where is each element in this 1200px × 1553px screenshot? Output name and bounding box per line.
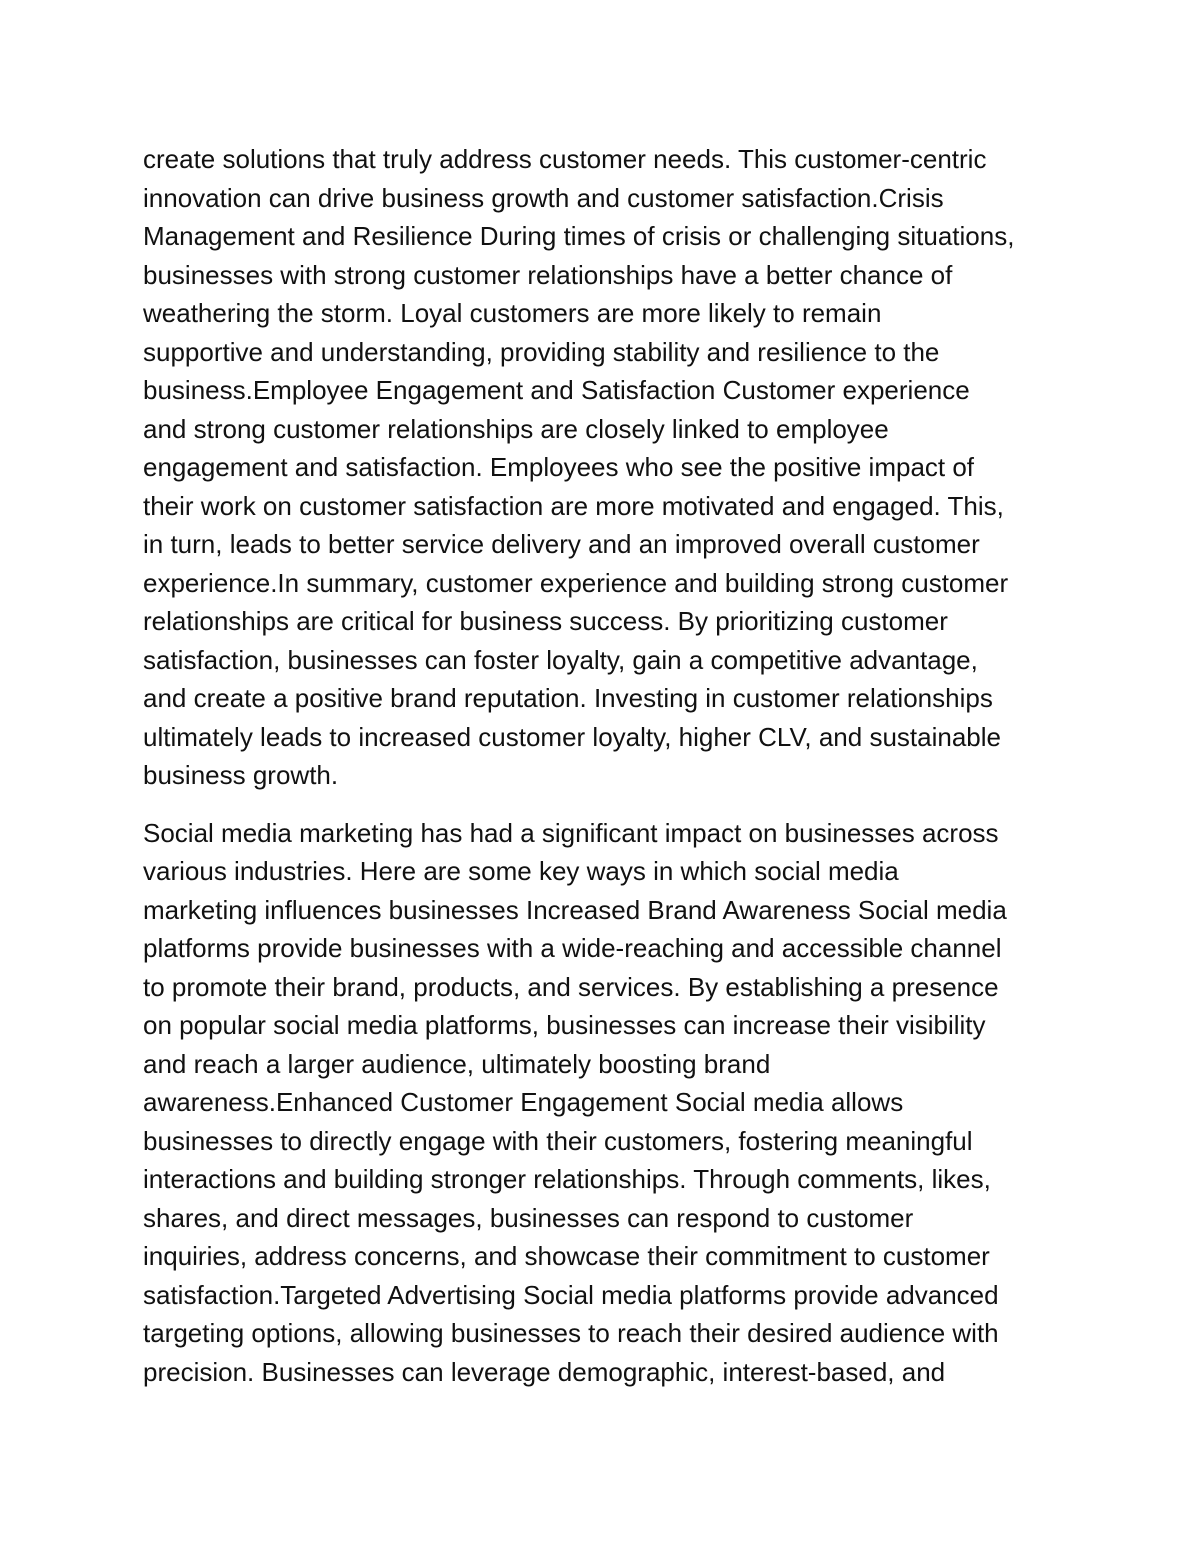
text-line: on popular social media platforms, businesses can increase their visibility bbox=[143, 1010, 986, 1040]
text-line: and reach a larger audience, ultimately boosting brand bbox=[143, 1048, 771, 1079]
text-line: interactions and building stronger relationships. Through comments, likes, bbox=[143, 1164, 991, 1194]
text-line: satisfaction, businesses can foster loyalty, gain a competitive advantage, bbox=[143, 644, 978, 675]
text-line: satisfaction.Targeted Advertising Social media platforms provide advanced bbox=[143, 1279, 999, 1310]
text-line: and strong customer relationships are closely linked to employee bbox=[143, 413, 889, 444]
text-line: targeting options, allowing businesses to reach their desired audience with bbox=[143, 1318, 999, 1348]
text-line: business.Employee Engagement and Satisfaction Customer experience bbox=[143, 375, 970, 405]
text-line: precision. Businesses can leverage demographic, interest-based, and bbox=[143, 1356, 946, 1387]
text-line: businesses to directly engage with their customers, fostering meaningful bbox=[143, 1125, 973, 1156]
text-line: businesses with strong customer relationships have a better chance of bbox=[143, 259, 953, 290]
text-line: marketing influences businesses Increased Brand Awareness Social media bbox=[143, 894, 1007, 925]
text-line: various industries. Here are some key ways in which social media bbox=[143, 856, 899, 886]
text-line: ultimately leads to increased customer loyalty, higher CLV, and sustainable bbox=[143, 721, 1001, 752]
text-line: business growth. bbox=[143, 760, 339, 790]
document-body bbox=[143, 140, 1063, 1391]
text-line: weathering the storm. Loyal customers are more likely to remain bbox=[143, 298, 882, 328]
text-line: and create a positive brand reputation. Investing in customer relationships bbox=[143, 683, 993, 713]
text-line: their work on customer satisfaction are more motivated and engaged. This, bbox=[143, 490, 1004, 521]
text-line: Social media marketing has had a significant impact on businesses across bbox=[143, 817, 999, 848]
paragraph-social-media bbox=[143, 814, 1063, 1392]
text-line: create solutions that truly address customer needs. This customer-centric bbox=[143, 144, 987, 174]
text-line: to promote their brand, products, and services. By establishing a presence bbox=[143, 971, 999, 1002]
text-line: Management and Resilience During times of crisis or challenging situations, bbox=[143, 221, 1015, 251]
text-line: awareness.Enhanced Customer Engagement Social media allows bbox=[143, 1087, 904, 1117]
text-line: experience.In summary, customer experience and building strong customer bbox=[143, 567, 1009, 598]
text-line: innovation can drive business growth and customer satisfaction.Crisis bbox=[143, 182, 944, 213]
text-line: in turn, leads to better service delivery and an improved overall customer bbox=[143, 529, 980, 559]
paragraph-customer-experience bbox=[143, 140, 1063, 795]
text-line: relationships are critical for business success. By prioritizing customer bbox=[143, 606, 948, 636]
text-line: shares, and direct messages, businesses can respond to customer bbox=[143, 1202, 914, 1233]
paragraph-spacer bbox=[143, 795, 1063, 814]
text-line: supportive and understanding, providing stability and resilience to the bbox=[143, 336, 940, 367]
text-line: platforms provide businesses with a wide-reaching and accessible channel bbox=[143, 933, 1002, 963]
text-line: engagement and satisfaction. Employees who see the positive impact of bbox=[143, 452, 975, 482]
text-line: inquiries, address concerns, and showcase their commitment to customer bbox=[143, 1241, 990, 1271]
